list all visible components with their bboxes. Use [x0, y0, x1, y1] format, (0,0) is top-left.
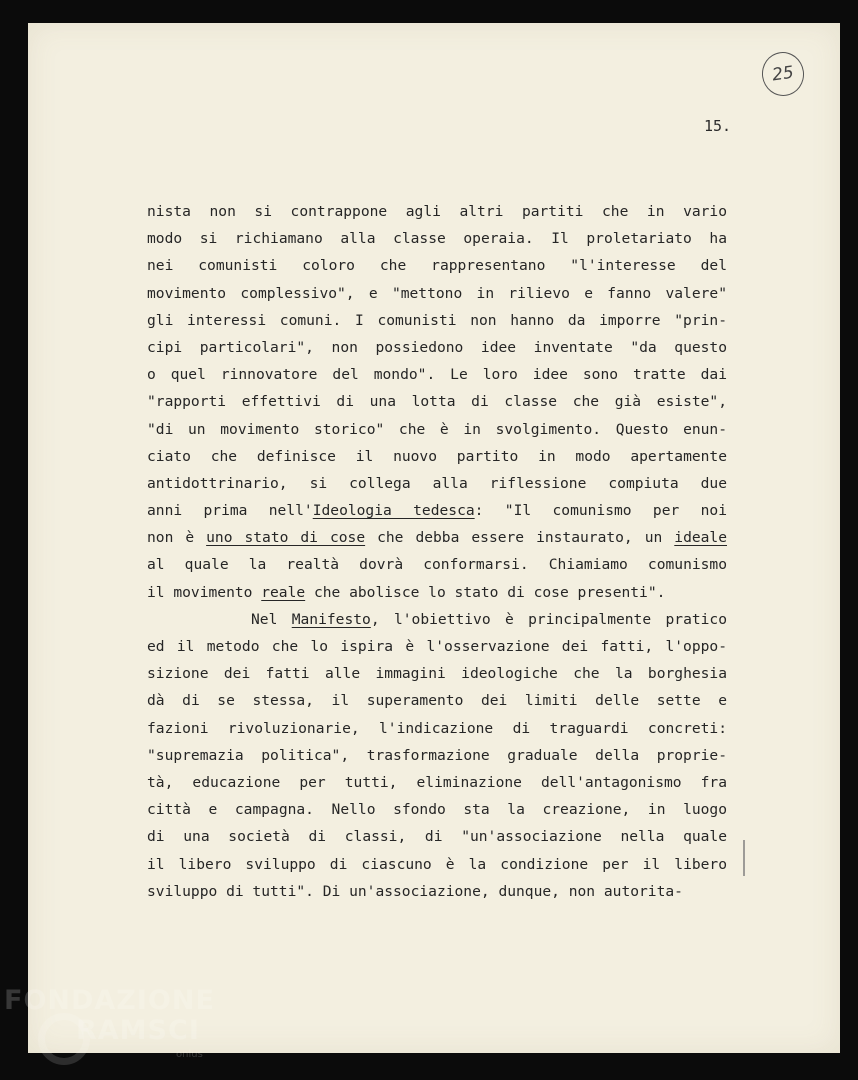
watermark-logo — [4, 985, 219, 1075]
text-line — [147, 416, 727, 443]
text-span: non è — [147, 529, 207, 547]
text-span: "rapporti effettivi di una lotta di classe che già esiste", — [147, 393, 727, 411]
text-span: ciato che definisce il nuovo partito in modo apertamente — [147, 447, 727, 465]
text-span: fazioni rivoluzionarie, l'indicazione di traguardi concreti: — [147, 719, 727, 737]
text-line — [147, 524, 727, 551]
text-span: "di un movimento storico" che è in svolgimento. Questo enun- — [147, 420, 727, 438]
archive-page-mark-number: 25 — [770, 62, 796, 86]
text-span: gli interessi comuni. I comunisti non hanno da imporre "prin- — [147, 311, 727, 329]
text-line — [147, 497, 727, 524]
text-line — [147, 579, 727, 606]
text-span: modo si richiamano alla classe operaia. Il proletariato ha — [147, 230, 727, 248]
text-span: di una società di classi, di "un'associazione nella quale — [147, 828, 727, 846]
text-span: : "Il comunismo per noi — [474, 502, 727, 520]
text-span: nista non si contrappone agli altri partiti che in vario — [147, 203, 727, 220]
underlined-text: Manifesto — [291, 610, 371, 628]
text-span: dà di se stessa, il superamento dei limiti delle sette e — [147, 692, 727, 710]
text-line — [147, 633, 727, 660]
text-span: anni prima nell' — [147, 502, 313, 520]
text-span: il libero sviluppo di ciascuno è la condizione per il libero — [147, 855, 727, 873]
underlined-text: uno stato di cose — [206, 529, 366, 547]
underlined-text: reale — [261, 583, 306, 601]
underlined-text: Ideologia tedesca — [312, 502, 475, 520]
watermark-line-1: FONDAZIONE — [4, 985, 215, 1016]
text-line — [147, 307, 727, 334]
text-line — [147, 769, 727, 796]
text-span: tà, educazione per tutti, eliminazione dell'antagonismo fra — [147, 773, 727, 791]
text-line — [147, 198, 727, 225]
text-span: sizione dei fatti alle immagini ideologiche che la borghesia — [147, 665, 727, 683]
text-span: che abolisce lo stato di cose presenti". — [305, 583, 666, 601]
text-line — [147, 606, 727, 633]
text-span: città e campagna. Nello sfondo sta la creazione, in luogo — [147, 801, 727, 819]
text-line — [147, 551, 727, 578]
text-span: nei comunisti coloro che rappresentano "l'interesse del — [147, 257, 727, 275]
text-span: movimento complessivo", e "mettono in rilievo e fanno valere" — [147, 284, 727, 302]
text-line — [147, 742, 727, 769]
text-span: il movimento — [147, 583, 262, 601]
text-span: sviluppo di tutti". Di un'associazione, dunque, non autorita- — [147, 882, 683, 900]
margin-pencil-mark — [743, 840, 745, 876]
archive-page-mark — [759, 49, 807, 98]
text-span: cipi particolari", non possiedono idee inventate "da questo — [147, 338, 727, 356]
text-line — [147, 851, 727, 878]
text-line — [147, 443, 727, 470]
text-span: che debba essere instaurato, un — [365, 529, 675, 547]
watermark-line-2: RAMSCI — [76, 1015, 200, 1046]
text-span: "supremazia politica", trasformazione graduale della proprie- — [147, 746, 727, 764]
text-span: antidottrinario, si collega alla riflessione compiuta due — [147, 474, 727, 492]
text-span: o quel rinnovatore del mondo". Le loro idee sono tratte dai — [147, 366, 727, 384]
page-number: 15. — [704, 117, 732, 135]
text-line — [147, 388, 727, 415]
body-text — [147, 198, 727, 905]
text-line — [147, 878, 727, 905]
text-line — [147, 687, 727, 714]
text-line — [147, 225, 727, 252]
watermark-line-3: onlus — [176, 1049, 203, 1060]
text-span: al quale la realtà dovrà conformarsi. Chiamiamo comunismo — [147, 556, 727, 574]
text-line — [147, 252, 727, 279]
text-line — [147, 660, 727, 687]
text-line — [147, 334, 727, 361]
text-line — [147, 280, 727, 307]
text-span: Nel — [251, 610, 292, 628]
text-line — [147, 823, 727, 850]
text-line — [147, 470, 727, 497]
text-span: ed il metodo che lo ispira è l'osservazione dei fatti, l'oppo- — [147, 638, 727, 655]
text-line — [147, 796, 727, 823]
text-line — [147, 715, 727, 742]
text-line — [147, 361, 727, 388]
underlined-text: ideale — [674, 529, 727, 547]
text-span: , l'obiettivo è principalmente pratico — [370, 610, 727, 628]
